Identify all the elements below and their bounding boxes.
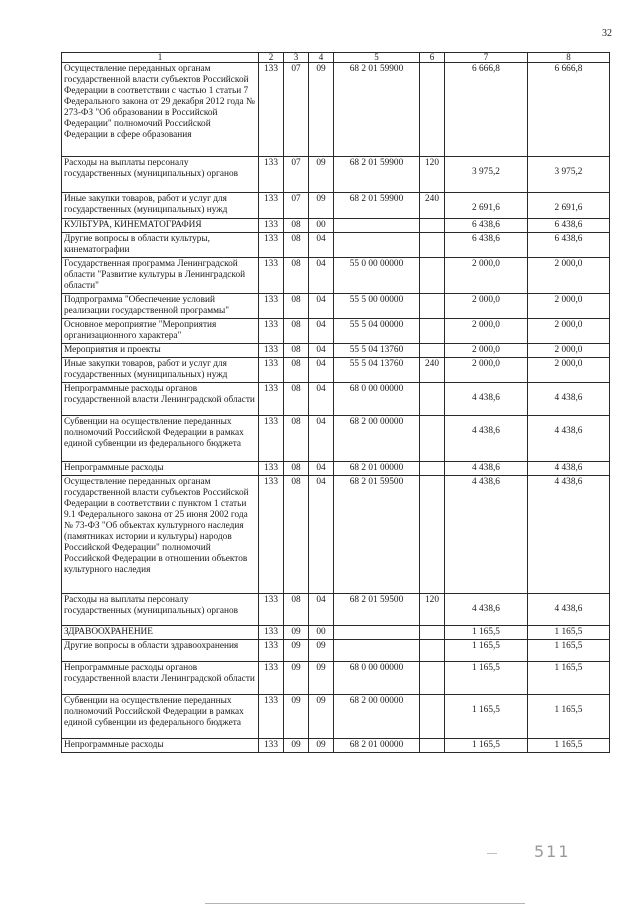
target-article: 68 0 00 00000 (334, 383, 420, 416)
expense-type (420, 739, 445, 753)
row-name: Расходы на выплаты персоналу государственных (муниципальных) органов (62, 157, 259, 193)
table-row (62, 626, 610, 640)
scan-mark: — (487, 848, 497, 859)
section-code: 09 (284, 739, 309, 753)
row-name: Мероприятия и проекты (62, 344, 259, 358)
row-name: Осуществление переданных органам государственной власти субъектов Российской Федерации в соответствии с частью 1 статьи 7 Федерального закона от 29 декабря 2012 года № 273-ФЗ "Об образовании в Российской Федерации" полномочий Российской Федерации в сфере образования (62, 63, 259, 157)
admin-code: 133 (259, 462, 284, 476)
admin-code: 133 (259, 695, 284, 739)
subsection-code: 04 (309, 358, 334, 383)
subsection-code: 04 (309, 476, 334, 594)
target-article: 68 2 01 59500 (334, 476, 420, 594)
page-stamp: 511 (534, 842, 571, 861)
subsection-code: 09 (309, 695, 334, 739)
expense-type (420, 416, 445, 462)
amount-col7: 1 165,5 (445, 640, 528, 662)
subsection-code: 09 (309, 662, 334, 695)
section-code: 08 (284, 416, 309, 462)
admin-code: 133 (259, 626, 284, 640)
expense-type (420, 476, 445, 594)
section-code: 08 (284, 294, 309, 319)
expense-type (420, 258, 445, 294)
subsection-code: 09 (309, 193, 334, 219)
expense-type (420, 626, 445, 640)
target-article (334, 219, 420, 233)
target-article: 68 2 01 59500 (334, 594, 420, 626)
column-number-row (62, 53, 610, 63)
table-row (62, 383, 610, 416)
budget-table (61, 52, 610, 753)
admin-code: 133 (259, 640, 284, 662)
amount-col8: 4 438,6 (528, 594, 610, 626)
column-number: 5 (334, 53, 420, 63)
amount-col7: 4 438,6 (445, 383, 528, 416)
amount-col7: 6 438,6 (445, 233, 528, 258)
target-article: 68 2 01 00000 (334, 462, 420, 476)
table-row (62, 63, 610, 157)
expense-type (420, 462, 445, 476)
subsection-code: 09 (309, 640, 334, 662)
target-article: 68 2 00 00000 (334, 416, 420, 462)
table-row (62, 233, 610, 258)
column-number: 7 (445, 53, 528, 63)
subsection-code: 00 (309, 626, 334, 640)
section-code: 09 (284, 640, 309, 662)
section-code: 09 (284, 695, 309, 739)
table-row (62, 462, 610, 476)
amount-col7: 6 666,8 (445, 63, 528, 157)
amount-col8: 6 666,8 (528, 63, 610, 157)
table-row (62, 416, 610, 462)
table-row (62, 319, 610, 344)
expense-type (420, 383, 445, 416)
expense-type (420, 219, 445, 233)
row-name: Непрограммные расходы органов государственной власти Ленинградской области (62, 662, 259, 695)
subsection-code: 09 (309, 63, 334, 157)
row-name: Другие вопросы в области культуры, кинематографии (62, 233, 259, 258)
expense-type (420, 294, 445, 319)
amount-col8: 1 165,5 (528, 640, 610, 662)
admin-code: 133 (259, 258, 284, 294)
target-article: 68 2 01 00000 (334, 739, 420, 753)
row-name: Основное мероприятие "Мероприятия организационного характера" (62, 319, 259, 344)
admin-code: 133 (259, 344, 284, 358)
section-code: 07 (284, 157, 309, 193)
subsection-code: 09 (309, 157, 334, 193)
subsection-code: 04 (309, 416, 334, 462)
amount-col7: 2 000,0 (445, 258, 528, 294)
column-number: 6 (420, 53, 445, 63)
table-row (62, 219, 610, 233)
table-row (62, 193, 610, 219)
column-number: 8 (528, 53, 610, 63)
admin-code: 133 (259, 319, 284, 344)
subsection-code: 04 (309, 462, 334, 476)
target-article: 68 2 00 00000 (334, 695, 420, 739)
target-article (334, 626, 420, 640)
amount-col7: 1 165,5 (445, 695, 528, 739)
section-code: 08 (284, 476, 309, 594)
section-code: 08 (284, 383, 309, 416)
expense-type (420, 319, 445, 344)
target-article (334, 640, 420, 662)
row-name: Иные закупки товаров, работ и услуг для государственных (муниципальных) нужд (62, 193, 259, 219)
expense-type: 240 (420, 358, 445, 383)
row-name: Субвенции на осуществление переданных полномочий Российской Федерации в рамках единой субвенции из федерального бюджета (62, 695, 259, 739)
amount-col7: 3 975,2 (445, 157, 528, 193)
row-name: Непрограммные расходы (62, 462, 259, 476)
subsection-code: 04 (309, 294, 334, 319)
column-number: 1 (62, 53, 259, 63)
subsection-code: 04 (309, 344, 334, 358)
amount-col8: 2 000,0 (528, 319, 610, 344)
target-article (334, 233, 420, 258)
amount-col8: 2 000,0 (528, 344, 610, 358)
amount-col8: 1 165,5 (528, 739, 610, 753)
row-name: ЗДРАВООХРАНЕНИЕ (62, 626, 259, 640)
row-name: Расходы на выплаты персоналу государственных (муниципальных) органов (62, 594, 259, 626)
expense-type (420, 344, 445, 358)
expense-type: 120 (420, 594, 445, 626)
table-row (62, 358, 610, 383)
row-name: Субвенции на осуществление переданных полномочий Российской Федерации в рамках единой субвенции из федерального бюджета (62, 416, 259, 462)
section-code: 08 (284, 594, 309, 626)
table-row (62, 695, 610, 739)
section-code: 07 (284, 63, 309, 157)
row-name: Другие вопросы в области здравоохранения (62, 640, 259, 662)
target-article: 55 5 04 13760 (334, 358, 420, 383)
subsection-code: 04 (309, 319, 334, 344)
table-row (62, 662, 610, 695)
row-name: Непрограммные расходы (62, 739, 259, 753)
amount-col7: 4 438,6 (445, 462, 528, 476)
target-article: 68 2 01 59900 (334, 63, 420, 157)
admin-code: 133 (259, 219, 284, 233)
amount-col7: 1 165,5 (445, 739, 528, 753)
amount-col8: 6 438,6 (528, 233, 610, 258)
page-number: 32 (602, 28, 612, 39)
table-row (62, 258, 610, 294)
amount-col8: 4 438,6 (528, 416, 610, 462)
section-code: 08 (284, 258, 309, 294)
amount-col8: 4 438,6 (528, 462, 610, 476)
column-number: 2 (259, 53, 284, 63)
admin-code: 133 (259, 63, 284, 157)
admin-code: 133 (259, 739, 284, 753)
target-article: 68 2 01 59900 (334, 157, 420, 193)
subsection-code: 04 (309, 594, 334, 626)
row-name: Иные закупки товаров, работ и услуг для государственных (муниципальных) нужд (62, 358, 259, 383)
amount-col8: 2 000,0 (528, 258, 610, 294)
section-code: 09 (284, 662, 309, 695)
amount-col8: 6 438,6 (528, 219, 610, 233)
table-row (62, 640, 610, 662)
expense-type (420, 640, 445, 662)
amount-col7: 2 000,0 (445, 344, 528, 358)
row-name: Непрограммные расходы органов государственной власти Ленинградской области (62, 383, 259, 416)
expense-type: 240 (420, 193, 445, 219)
amount-col8: 4 438,6 (528, 476, 610, 594)
table-row (62, 476, 610, 594)
amount-col7: 1 165,5 (445, 626, 528, 640)
row-name: Осуществление переданных органам государственной власти субъектов Российской Федерации в соответствии с пунктом 1 статьи 9.1 Федерального закона от 25 июня 2002 года № 73-ФЗ "Об объектах культурного наследия (памятниках истории и культуры) народов Российской Федерации" полномочий Российской Федерации в отношении объектов культурного наследия (62, 476, 259, 594)
target-article: 55 5 04 00000 (334, 319, 420, 344)
row-name: КУЛЬТУРА, КИНЕМАТОГРАФИЯ (62, 219, 259, 233)
admin-code: 133 (259, 594, 284, 626)
target-article: 55 5 04 13760 (334, 344, 420, 358)
section-code: 08 (284, 319, 309, 344)
table-row (62, 344, 610, 358)
target-article: 68 0 00 00000 (334, 662, 420, 695)
expense-type (420, 662, 445, 695)
column-number: 4 (309, 53, 334, 63)
section-code: 09 (284, 626, 309, 640)
section-code: 08 (284, 462, 309, 476)
section-code: 08 (284, 233, 309, 258)
section-code: 08 (284, 219, 309, 233)
row-name: Подпрограмма "Обеспечение условий реализации государственной программы" (62, 294, 259, 319)
section-code: 07 (284, 193, 309, 219)
table-row (62, 739, 610, 753)
amount-col8: 2 000,0 (528, 294, 610, 319)
amount-col7: 4 438,6 (445, 476, 528, 594)
admin-code: 133 (259, 233, 284, 258)
expense-type (420, 233, 445, 258)
subsection-code: 04 (309, 258, 334, 294)
amount-col7: 6 438,6 (445, 219, 528, 233)
amount-col7: 1 165,5 (445, 662, 528, 695)
amount-col8: 1 165,5 (528, 695, 610, 739)
admin-code: 133 (259, 416, 284, 462)
bottom-rule (205, 903, 525, 904)
amount-col7: 2 000,0 (445, 358, 528, 383)
target-article: 55 5 00 00000 (334, 294, 420, 319)
table-row (62, 157, 610, 193)
admin-code: 133 (259, 193, 284, 219)
subsection-code: 04 (309, 383, 334, 416)
amount-col8: 3 975,2 (528, 157, 610, 193)
section-code: 08 (284, 344, 309, 358)
target-article: 55 0 00 00000 (334, 258, 420, 294)
amount-col7: 2 691,6 (445, 193, 528, 219)
expense-type (420, 695, 445, 739)
amount-col7: 2 000,0 (445, 319, 528, 344)
amount-col7: 4 438,6 (445, 594, 528, 626)
amount-col8: 2 000,0 (528, 358, 610, 383)
amount-col8: 1 165,5 (528, 662, 610, 695)
subsection-code: 09 (309, 739, 334, 753)
amount-col7: 2 000,0 (445, 294, 528, 319)
amount-col8: 2 691,6 (528, 193, 610, 219)
expense-type (420, 63, 445, 157)
admin-code: 133 (259, 294, 284, 319)
subsection-code: 04 (309, 233, 334, 258)
admin-code: 133 (259, 157, 284, 193)
column-number: 3 (284, 53, 309, 63)
admin-code: 133 (259, 383, 284, 416)
amount-col8: 4 438,6 (528, 383, 610, 416)
admin-code: 133 (259, 476, 284, 594)
section-code: 08 (284, 358, 309, 383)
row-name: Государственная программа Ленинградской области "Развитие культуры в Ленинградской области" (62, 258, 259, 294)
table-row (62, 594, 610, 626)
admin-code: 133 (259, 662, 284, 695)
target-article: 68 2 01 59900 (334, 193, 420, 219)
expense-type: 120 (420, 157, 445, 193)
amount-col8: 1 165,5 (528, 626, 610, 640)
amount-col7: 4 438,6 (445, 416, 528, 462)
admin-code: 133 (259, 358, 284, 383)
subsection-code: 00 (309, 219, 334, 233)
table-row (62, 294, 610, 319)
